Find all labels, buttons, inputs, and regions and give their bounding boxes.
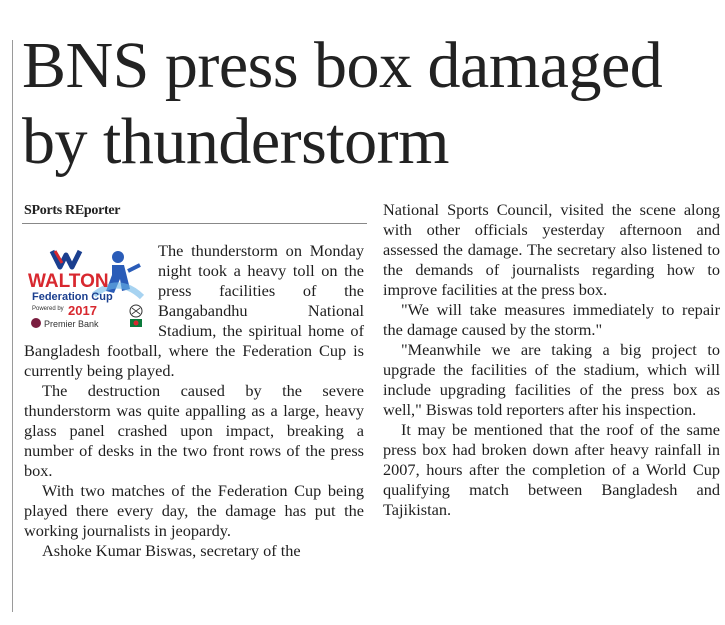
logo-year: 2017 bbox=[68, 303, 97, 318]
paragraph-5: "We will take measures immediately to repair the damage caused by the storm." bbox=[383, 300, 720, 339]
paragraph-3: With two matches of the Federation Cup being played there every day, the damage has put the working journalists in jeopardy. bbox=[24, 481, 364, 540]
paragraph-1: The thunderstorm on Monday night took a heavy toll on the press facilities of the Bangabandhu National Stadium, the spiritual home of Bangladesh football, where the Federation Cup is currently being played. bbox=[24, 241, 364, 380]
headline: BNS press box damaged by thunderstorm bbox=[22, 29, 663, 178]
article-column-left bbox=[24, 241, 364, 561]
byline-rule bbox=[22, 223, 367, 224]
logo-powered-by: Powered by bbox=[32, 306, 64, 312]
paragraph-4: Ashoke Kumar Biswas, secretary of the bbox=[42, 541, 301, 560]
paragraph-4-continued: National Sports Council, visited the scene along with other officials yesterday afternoon and assessed the damage. The secretary also listened to the demands of journalists regarding how to improve facilities at the press box. bbox=[383, 200, 720, 299]
column-divider bbox=[12, 40, 13, 612]
logo-event: Federation Cup bbox=[32, 291, 113, 303]
byline: SPorts REporter bbox=[24, 203, 121, 218]
logo-brand: WALTON bbox=[28, 271, 109, 292]
federation-cup-logo bbox=[24, 245, 146, 335]
logo-graphic bbox=[24, 245, 146, 335]
logo-sponsor: Premier Bank bbox=[44, 319, 99, 329]
paragraph-2: The destruction caused by the severe thunderstorm was quite appalling as a large, heavy glass panel crashed upon impact, breaking a number of desks in the two front rows of the press box. bbox=[24, 381, 364, 480]
paragraph-7: It may be mentioned that the roof of the same press box had broken down after heavy rainfall in 2007, hours after the completion of a World Cup qualifying match between Bangladesh and Tajikistan. bbox=[383, 420, 720, 519]
paragraph-6: "Meanwhile we are taking a big project to upgrade the facilities of the stadium, which will include upgrading facilities of the press box as well," Biswas told reporters after his inspection. bbox=[383, 340, 720, 419]
article-column-right bbox=[383, 200, 720, 520]
